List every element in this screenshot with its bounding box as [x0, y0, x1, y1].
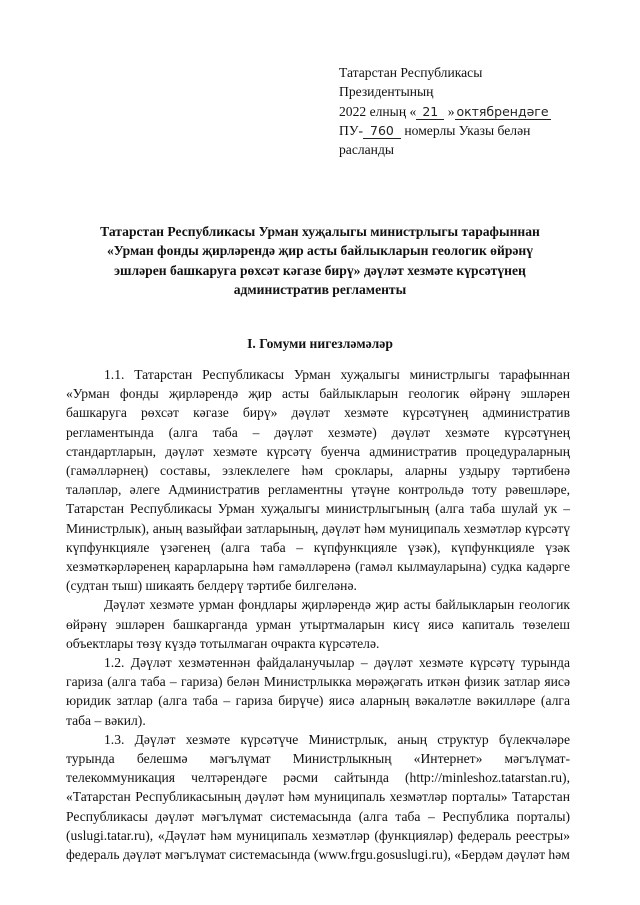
paragraph: 1.1. Татарстан Республикасы Урман хуҗалыгы министрлыгы тарафыннан «Урман фонды җирләрендә җир асты байлыкларын геологик өйрәнү эшләрен башкаруга рөхсәт кәгазе бирү» дәүләт хезмәте күрсәтүнең административ регламентында (алга таба – дәүләт хезмәте) дәүләт хезмәте күрсәтүнең стандартларын, дәүләт хезмәте күрсәтү буенча административ процедураларның (гамәлләрнең) составы, эзлеклелеге һәм сроклары, аларны уздыру тәртибенә таләпләр, әлеге Административ регламентны үтәүне контрольдә тоту рәвешләре, Татарстан Республикасы Урман хуҗалыгы министрлыгының (алга таба шулай ук – Министрлык), аның вазыйфаи затларының, дәүләт һәм муниципаль хезмәтләр күрсәтү күпфункцияле үзәгенең (алга таба – күпфункцияле үзәк), күпфункцияле үзәк хезмәткәрләренең карарларына һәм гамәлләренә (гамәл кылмауларына) судка кадәрге (судтан тыш) шикаять белдерү тәртибе билгеләнә. [66, 367, 570, 594]
document-title [62, 222, 578, 299]
decree-number: 760 [363, 123, 401, 139]
paragraph: Дәүләт хезмәте урман фондлары җирләрендә җир асты байлыкларын геологик өйрәнү эшләрен башкарганда урман утыртмаларын кисү яисә капиталь төзелеш объектлары төзү күздә тотылмаган очракта күрсәтелә. [66, 597, 570, 651]
approval-text: ПУ- [339, 122, 363, 138]
approval-line [339, 63, 599, 82]
approval-text: » [447, 103, 455, 119]
approval-text: Татарстан Республикасы [339, 65, 483, 80]
title-line: Татарстан Республикасы Урман хуҗалыгы министрлыгы тарафыннан [100, 224, 540, 239]
approval-day: 21 [416, 104, 444, 120]
approval-decree-line [339, 121, 599, 140]
approval-month: октябрендәге [456, 103, 549, 119]
document-body [66, 365, 570, 864]
approval-text: расланды [339, 142, 395, 158]
approval-stamp [339, 63, 599, 159]
approval-text: номерлы Указы белән [404, 122, 531, 138]
approval-line [339, 140, 599, 159]
approval-text: елның « [369, 103, 417, 119]
title-line: эшләрен башкаруга рөхсәт кәгазе бирү» дәүләт хезмәте күрсәтүнең [114, 262, 526, 278]
approval-date-line [339, 102, 599, 121]
approval-year: 2022 [339, 103, 367, 119]
section-heading: I. Гомуми нигезләмәләр [247, 336, 393, 351]
title-line: «Урман фонды җирләрендә җир асты байлыкларын геологик өйрәнү [106, 243, 534, 259]
approval-line [339, 82, 599, 101]
paragraph: 1.3. Дәүләт хезмәте күрсәтүче Министрлык, аның структур бүлекчәләре турында белешмә мәгълүмат Министрлыкның «Интернет» мәгълүмат-телекоммуникация челтәрендәге рәсми сайтында (http://minleshoz.tatarstan.ru), «Татарстан Республикасының дәүләт һәм муниципаль хезмәтләр порталы» Татарстан Республикасы дәүләт мәгълүмат системасында (алга таба – Республика порталы) (uslugi.tatar.ru), «Дәүләт һәм муниципаль хезмәтләр (функцияләр) федераль реестры» федераль дәүләт мәгълүмат системасында (www.frgu.gosuslugi.ru), «Бердәм дәүләт һәм [66, 731, 570, 863]
approval-text: Президентының [339, 84, 434, 100]
title-line: административ регламенты [233, 281, 407, 297]
paragraph: 1.2. Дәүләт хезмәтеннән файдаланучылар – дәүләт хезмәте күрсәтү турында гариза (алга таба – гариза) белән Министрлыкка мөрәҗәгать иткән физик затлар яисә юридик затлар (алга таба – гариза бирүче) яисә аларның вәкаләтле вәкилләре (алга таба – вәкил). [66, 655, 570, 728]
